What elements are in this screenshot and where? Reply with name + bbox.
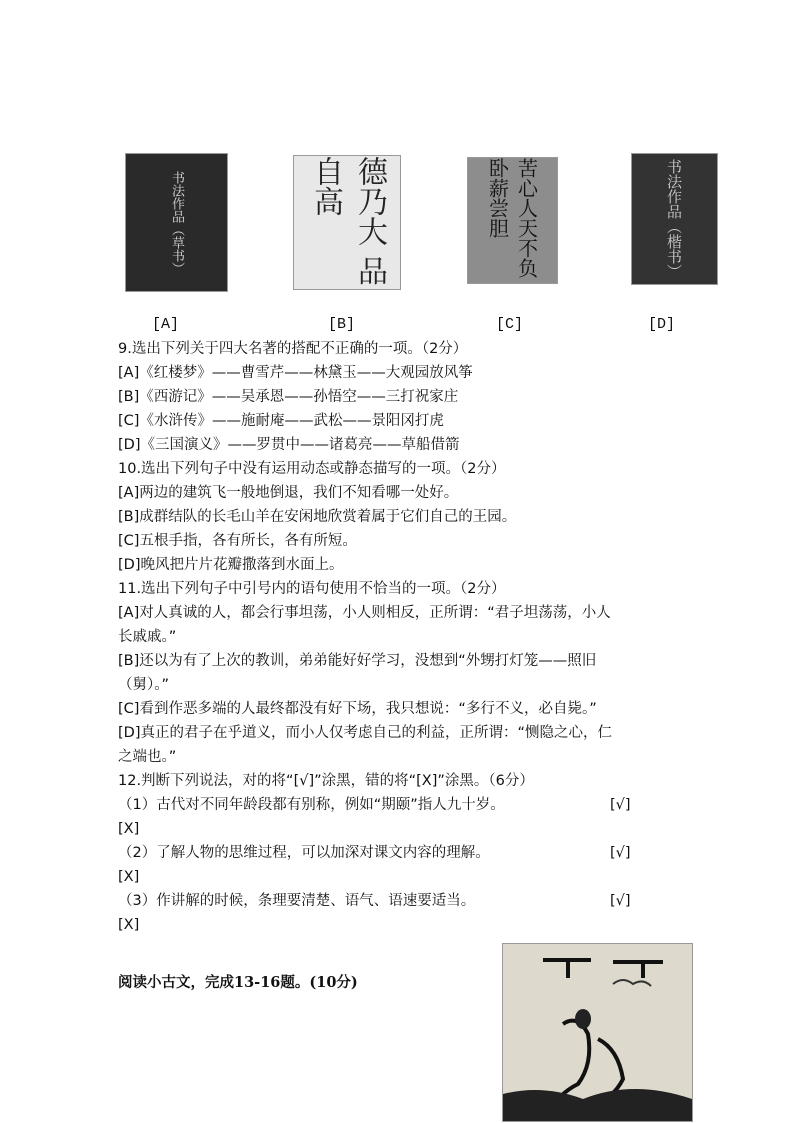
q11-line: （舅）。” (118, 677, 170, 693)
q12-wrong-checkbox[interactable]: [X] (118, 869, 140, 885)
ink-illustration (502, 943, 693, 1122)
q10-option: [B]成群结队的长毛山羊在安闲地欣赏着属于它们自己的王园。 (118, 509, 517, 525)
q12-wrong-checkbox[interactable]: [X] (118, 821, 140, 837)
label-b: [B] (328, 316, 356, 333)
q12-right-checkbox[interactable]: [√] (610, 797, 631, 813)
q9-option: [A]《红楼梦》——曹雪芹——林黛玉——大观园放风筝 (118, 365, 473, 381)
calligraphy-image-c: 苦心人天不负 卧薪尝胆 (467, 157, 558, 284)
q9-option: [C]《水浒传》——施耐庵——武松——景阳冈打虎 (118, 413, 444, 429)
label-c: [C] (496, 316, 524, 333)
q11-line: [B]还以为有了上次的教训，弟弟能好好学习，没想到“外甥打灯笼——照旧 (118, 653, 597, 669)
q11-title: 11.选出下列句子中引号内的语句使用不恰当的一项。（2分） (118, 581, 506, 597)
q10-option: [A]两边的建筑飞一般地倒退，我们不知看哪一处好。 (118, 485, 459, 501)
q10-option: [C]五根手指，各有所长，各有所短。 (118, 533, 357, 549)
q9-title: 9.选出下列关于四大名著的搭配不正确的一项。（2分） (118, 341, 468, 357)
q10-option: [D]晚风把片片花瓣撒落到水面上。 (118, 557, 344, 573)
q12-title: 12.判断下列说法，对的将“[√]”涂黑，错的将“[X]”涂黑。（6分） (118, 773, 534, 789)
q9-option: [D]《三国演义》——罗贯中——诸葛亮——草船借箭 (118, 437, 460, 453)
q12-statement: （3）作讲解的时候，条理要清楚、语气、语速要适当。 (118, 893, 476, 909)
q10-title: 10.选出下列句子中没有运用动态或静态描写的一项。（2分） (118, 461, 506, 477)
q11-line: 之端也。” (118, 749, 177, 765)
q12-wrong-checkbox[interactable]: [X] (118, 917, 140, 933)
calligraphy-image-d: 书法作品（楷书） (631, 153, 718, 285)
label-a: [A] (152, 316, 180, 333)
calligraphy-image-b: 德乃大 品自高 (293, 155, 401, 290)
q11-line: [A]对人真诚的人，都会行事坦荡，小人则相反，正所谓：“君子坦荡荡，小人 (118, 605, 611, 621)
q11-line: [D]真正的君子在乎道义，而小人仅考虑自己的利益，正所谓：“恻隐之心，仁 (118, 725, 612, 741)
calligraphy-image-a: 书法作品（草书） (125, 153, 228, 292)
q12-statement: （1）古代对不同年龄段都有别称，例如“期颐”指人九十岁。 (118, 797, 505, 813)
q12-right-checkbox[interactable]: [√] (610, 893, 631, 909)
label-d: [D] (648, 316, 676, 333)
q12-right-checkbox[interactable]: [√] (610, 845, 631, 861)
q9-option: [B]《西游记》——吴承恩——孙悟空——三打祝家庄 (118, 389, 459, 405)
q12-statement: （2）了解人物的思维过程，可以加深对课文内容的理解。 (118, 845, 490, 861)
q11-line: [C]看到作恶多端的人最终都没有好下场，我只想说：“多行不义，必自毙。” (118, 701, 597, 717)
q11-line: 长戚戚。” (118, 629, 177, 645)
reading-section-title: 阅读小古文，完成13-16题。(10分) (118, 974, 358, 991)
